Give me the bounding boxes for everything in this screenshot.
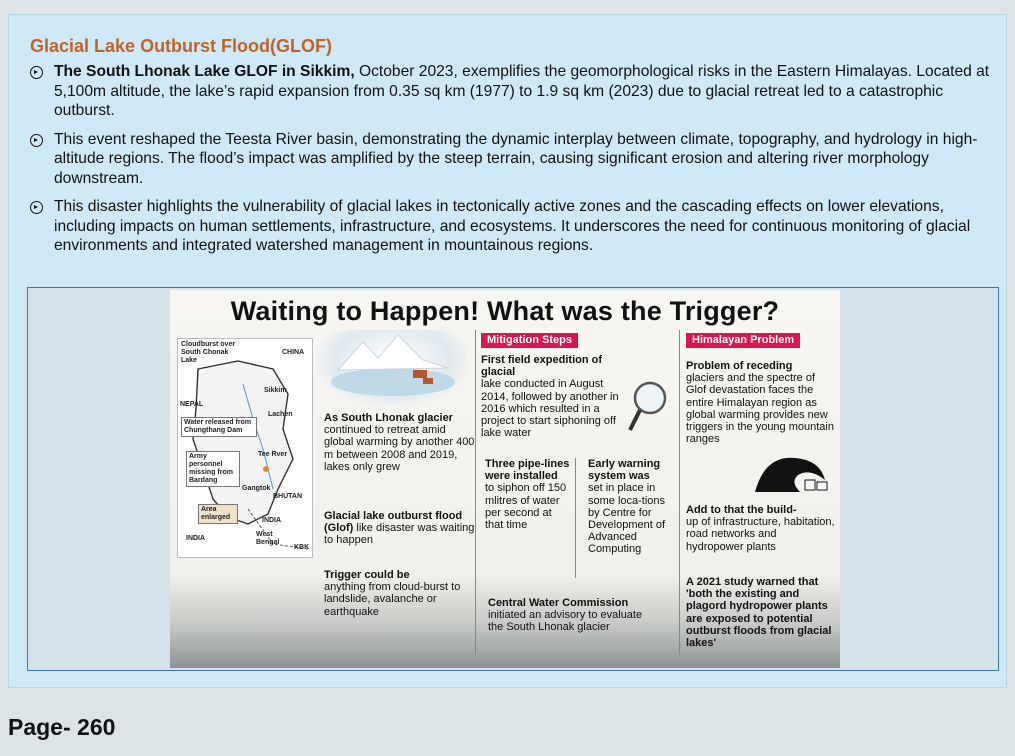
bullet-arrow-icon bbox=[30, 201, 43, 214]
map-label-kbk: KBK bbox=[294, 544, 310, 551]
glof-text: Glacial lake outburst flood (Glof) like disaster was waiting to happen bbox=[324, 510, 475, 547]
map-label-india: INDIA bbox=[262, 517, 282, 524]
map-label-water-released: Water released from Chungthang Dam bbox=[181, 417, 257, 437]
early-warning-text: Early warning system was set in place in some loca-tions by Centre for Development of Advanced Computing bbox=[588, 458, 666, 556]
glacier-lake-illustration bbox=[318, 330, 468, 405]
bullet-list bbox=[30, 62, 1000, 265]
bullet-text: This disaster highlights the vulnerability of glacial lakes in tectonically active zones and the cascading effects on lower elevations, including impacts on human settlements, infrastructure, and ecosystems. It underscores the need for continuous monitoring of glacial environments and integrated watershed management in mountainous regions. bbox=[54, 198, 971, 254]
bullet-arrow-icon bbox=[30, 134, 43, 147]
study-warning-text: A 2021 study warned that 'both the existing and plagord hydropower plants are exposed to potential outburst floods from glacial lakes' bbox=[686, 576, 832, 650]
map-label-west-bengal: West Bengal bbox=[256, 531, 280, 546]
map-label-gangtok: Gangtok bbox=[242, 485, 271, 492]
section-heading: Glacial Lake Outburst Flood(GLOF) bbox=[30, 36, 333, 56]
receding-glaciers-text: Problem of receding glaciers and the spectre of Glof devastation faces the entire Himalayan region as global warming provides new triggers in the young mountain ranges bbox=[686, 360, 834, 446]
magnifier-icon bbox=[628, 380, 668, 440]
bullet-text: October 2023, exemplifies the geomorphological risks in the Eastern Himalayas. Located at 5,100m altitude, the lake’s rapid expansion from 0.35 sq km (1977) to 1.9 sq km (2023) due to glacial retreat led to a catastrophic outburst. bbox=[54, 63, 990, 119]
map-label-lachen: Lachen bbox=[268, 411, 293, 418]
bullet-arrow-icon bbox=[30, 66, 43, 79]
cwc-text: Central Water Commission initiated an advisory to evaluate the South Lhonak glacier bbox=[488, 597, 643, 634]
map-label-india-small: INDIA bbox=[186, 535, 206, 542]
infographic-image bbox=[170, 290, 840, 668]
infrastructure-text: Add to that the build- up of infrastructure, habitation, road networks and hydropower plants bbox=[686, 504, 835, 553]
column-divider bbox=[575, 458, 576, 578]
column-divider bbox=[679, 330, 680, 655]
trigger-text: Trigger could be anything from cloud-burst to landslide, avalanche or earthquake bbox=[324, 569, 461, 618]
map-outline-graphic bbox=[178, 339, 314, 559]
pipelines-text: Three pipe-lines were installed to siphon off 150 mlitres of water per second at that time bbox=[485, 458, 570, 532]
map-label-teesta: Tee Rver bbox=[258, 451, 288, 458]
list-item bbox=[30, 197, 1000, 256]
first-expedition-text: First field expedition of glacial lake conducted in August 2014, followed by another in 2016 which resulted in a project to start siphoning off lake water bbox=[481, 354, 619, 440]
map-label-cloudburst: Cloudburst over South Chonak Lake bbox=[181, 341, 236, 364]
map-label-nepal: NEPAL bbox=[180, 401, 204, 408]
bullet-text: This event reshaped the Teesta River basin, demonstrating the dynamic interplay between climate, topography, and hydrology in high-altitude regions. The flood’s impact was amplified by the steep terrain, causing significant erosion and altering river morphology downstream. bbox=[54, 130, 978, 187]
bullet-bold-lead: The South Lhonak Lake GLOF in Sikkim, bbox=[54, 63, 355, 80]
list-item bbox=[30, 62, 1000, 121]
infographic-title: Waiting to Happen! What was the Trigger? bbox=[230, 296, 780, 326]
map-label-china: CHINA bbox=[282, 349, 305, 356]
map-label-sikkim: Sikkim bbox=[264, 387, 287, 394]
map-label-army: Army personnel missing from Bardang bbox=[186, 451, 240, 487]
sikkim-map bbox=[177, 338, 313, 558]
himalayan-problem-tag: Himalayan Problem bbox=[686, 333, 800, 348]
map-label-area-enlarged: Area enlarged bbox=[198, 504, 238, 524]
glacier-retreat-text: As South Lhonak glacier continued to retreat amid global warming by another 400 m between 2008 and 2019, lakes only grew bbox=[324, 412, 475, 473]
wave-flood-icon bbox=[750, 450, 835, 495]
list-item bbox=[30, 130, 1000, 189]
mitigation-steps-tag: Mitigation Steps bbox=[481, 333, 578, 348]
column-divider bbox=[475, 330, 476, 655]
map-label-bhutan: BHUTAN bbox=[273, 493, 303, 500]
page-number-label: Page- 260 bbox=[8, 714, 116, 740]
